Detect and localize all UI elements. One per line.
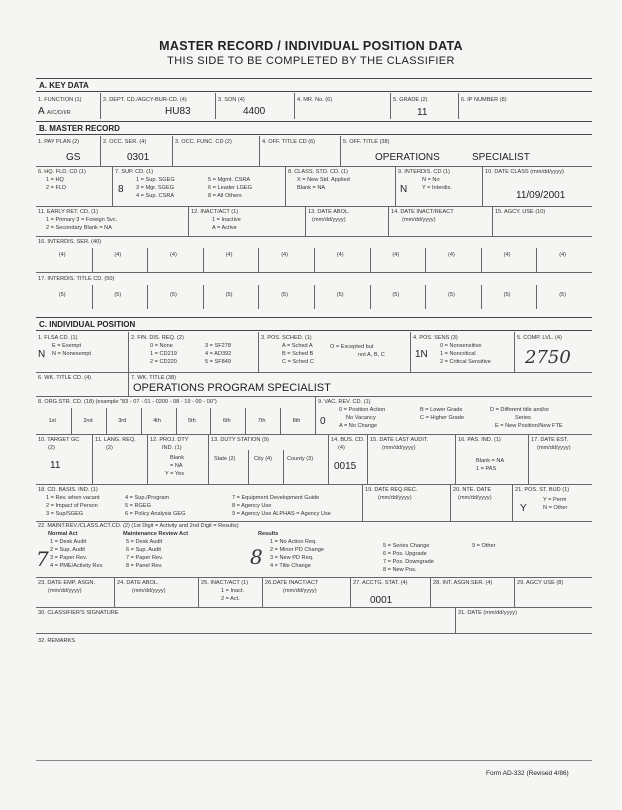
interdis-title-cell-2[interactable]: (5): [114, 292, 122, 298]
vac-rev-option-e: E = New Position/New FTE: [495, 423, 563, 429]
results-option-1: 1 = No Action Req.: [270, 539, 317, 545]
nte-date-format: (mm/dd/yyyy): [458, 495, 492, 501]
date-abol2-label: 24. DATE ABOL.: [117, 580, 159, 586]
pos-st-bud-perm: Y = Perm: [543, 497, 567, 503]
form-subtitle: THIS SIDE TO BE COMPLETED BY THE CLASSIFIER: [167, 55, 455, 67]
interdis-title-cell-4[interactable]: (5): [225, 292, 233, 298]
lang-req-label: 11. LANG. REQ.: [95, 437, 136, 443]
agcy-use2-label: 29. AGCY USE (8): [517, 580, 564, 586]
pos-sched-label: 3. POS. SCHED. (1): [261, 335, 312, 341]
interdis-ser-cell-10[interactable]: (4): [559, 252, 567, 258]
interdis-ser-cell-5[interactable]: (4): [281, 252, 289, 258]
cd-basis-option-1: 1 = Rev. when vacant: [46, 495, 100, 501]
normal-act-value[interactable]: 7: [36, 547, 49, 571]
date-inact-react-label: 26.DATE INACT/ACT: [265, 580, 319, 586]
vac-rev-option-b: B = Lower Grade: [420, 407, 463, 413]
pos-sched-option-o: O = Excepted but: [330, 344, 374, 350]
dept-label: 2. DEPT. CD./AGCY-BUR-CD. (4): [103, 97, 187, 103]
date-abol2-format: (mm/dd/yyyy): [132, 588, 166, 594]
maint-rev-option-8: 8 = Panel Rev.: [126, 563, 163, 569]
cd-basis-option-2: 2 = Impact of Person: [46, 503, 98, 509]
date-inact-format: (mm/dd/yyyy): [402, 217, 436, 223]
sup-cd-label: 7. SUP. CD. (1): [115, 169, 154, 175]
pos-st-bud-label: 21. POS. ST. BUD (1): [515, 487, 570, 493]
interdis-title-cell-5[interactable]: (5): [281, 292, 289, 298]
pos-sched-option-c: C = Sched C: [282, 359, 314, 365]
date-req-rec-label: 19. DATE REQ.REC.: [365, 487, 418, 493]
acctg-stat-label: 27. ACCTG. STAT. (4): [353, 580, 408, 586]
duty-station-label: 13. DUTY STATION (9): [211, 437, 269, 443]
results-option-6: 6 = Pos. Upgrade: [383, 551, 427, 557]
interdis-cd-label: 9. INTERDIS. CD (1): [398, 169, 450, 175]
sup-cd-option-8: 8 = All Others: [208, 193, 242, 199]
maint-rev-heading: Maintenance Review Act: [123, 531, 189, 537]
sup-cd-option-1: 1 = Sup. SGEG: [136, 177, 175, 183]
pos-sched-option-o-2: not A, B, C: [358, 352, 385, 358]
grade-label: 5. GRADE (2): [393, 97, 428, 103]
org-level-3[interactable]: 3rd: [118, 418, 127, 424]
interdis-option-n: N = No: [422, 177, 440, 183]
interdis-title-label: 17. INTERDIS. TITLE CD. (50): [38, 276, 115, 282]
off-title-cd-label: 4. OFF. TITLE CD (6): [262, 139, 316, 145]
interdis-ser-cell-4[interactable]: (4): [225, 252, 233, 258]
fin-dis-option-0: 0 = None: [150, 343, 173, 349]
fin-dis-option-3: 3 = SF278: [205, 343, 231, 349]
early-ret-option-1: 1 = Primary 3 = Foreign Svc.: [46, 217, 118, 223]
fin-dis-option-4: 4 = AD392: [205, 351, 232, 357]
results-option-2: 2 = Minor PD Change: [270, 547, 324, 553]
function-options: A/C/D/I/R: [47, 110, 71, 116]
proj-dty-label: 12. PROJ. DTY: [150, 437, 189, 443]
vac-rev-option-0: 0 = Position Action: [339, 407, 386, 413]
comp-lvl-value[interactable]: 2750: [525, 347, 571, 368]
interdis-ser-cell-3[interactable]: (4): [170, 252, 177, 258]
agcy-use-label: 15. AGCY. USE (10): [495, 209, 546, 215]
inact-act2-option-2: 2 = Act.: [221, 596, 240, 602]
results-option-3: 3 = New PD Req.: [270, 555, 314, 561]
vac-rev-option-c: C = Higher Grade: [420, 415, 464, 421]
interdis-ser-cell-7[interactable]: (4): [392, 252, 400, 258]
bus-cd-size: (4): [338, 445, 345, 451]
occ-ser-value[interactable]: 0301: [127, 152, 150, 163]
pos-sens-option-0: 0 = Nonsensitive: [440, 343, 482, 349]
results-value[interactable]: 8: [250, 545, 263, 569]
results-option-9: 9 = Other: [472, 543, 496, 549]
cd-basis-label: 18. CD. BASIS. IND. (1): [38, 487, 98, 493]
mr-label: 4. MR. No. (6): [297, 97, 333, 103]
target-gc-size: (2): [48, 445, 55, 451]
acctg-stat-value[interactable]: 0001: [370, 595, 393, 606]
pos-sens-option-2: 2 = Critical Sensitive: [440, 359, 491, 365]
wk-title-cd-label: 6. WK. TITLE CD. (4): [38, 375, 92, 381]
date-abol-label: 13. DATE ABOL.: [308, 209, 350, 215]
interdis-ser-cell-8[interactable]: (4): [448, 252, 455, 258]
form-title: MASTER RECORD / INDIVIDUAL POSITION DATA: [159, 39, 463, 53]
date-est-label: 17. DATE EST.: [531, 437, 569, 443]
results-option-4: 4 = Title Change: [270, 563, 311, 569]
pos-sens-option-1: 1 = Noncritical: [440, 351, 476, 357]
bus-cd-value[interactable]: 0015: [334, 461, 357, 472]
date-class-value[interactable]: 11/09/2001: [516, 190, 566, 201]
proj-dty-yes: Y = Yes: [165, 471, 185, 477]
class-std-label: 8. CLASS. STD. CD. (1): [288, 169, 348, 175]
interdis-ser-label: 16. INTERDIS. SER. (40): [38, 239, 102, 245]
proj-dty-na: = NA: [170, 463, 183, 469]
vac-rev-option-0-2: No Vacancy: [346, 415, 376, 421]
flsa-label: 1. FLSA CD. (1): [38, 335, 78, 341]
hq-fld-option-2: 2 = FLD: [46, 185, 67, 191]
org-level-4[interactable]: 4th: [153, 418, 161, 424]
comp-lvl-label: 5. COMP. LVL. (4): [517, 335, 562, 341]
sup-cd-option-5: 5 = Mgmt. CSRA: [208, 177, 251, 183]
inact-option-a: A = Active: [212, 225, 237, 231]
vac-rev-option-a: A = No Change: [339, 423, 378, 429]
fin-dis-label: 2. FIN. DIS. REQ. (2): [131, 335, 184, 341]
inact-act-label: 12. INACT/ACT (1): [191, 209, 239, 215]
pos-sched-option-b: B = Sched B: [282, 351, 314, 357]
int-asgn-label: 28. INT. ASGN.SER. (4): [433, 580, 493, 586]
maint-rev-option-6: 6 = Sup. Audit: [126, 547, 161, 553]
vac-rev-option-d-2: Series: [515, 415, 531, 421]
son-value[interactable]: 4400: [243, 106, 266, 117]
date-abol-format: (mm/dd/yyyy): [312, 217, 346, 223]
remarks-label: 32. REMARKS: [38, 638, 75, 644]
date-last-audit-format: (mm/dd/yyyy): [382, 445, 416, 451]
wk-title-value[interactable]: OPERATIONS PROGRAM SPECIALIST: [133, 382, 331, 394]
sup-cd-value[interactable]: 8: [118, 184, 124, 195]
duty-county: County (3): [287, 456, 314, 462]
vac-rev-value[interactable]: 0: [320, 416, 326, 427]
off-title-label: 5. OFF. TITLE (38): [343, 139, 390, 145]
pay-plan-label: 1. PAY PLAN (2): [38, 139, 80, 145]
wk-title-label: 7. WK. TITLE (38): [131, 375, 176, 381]
flsa-option-n: N = Nonexempt: [52, 351, 92, 357]
interdis-title-cell-10[interactable]: (5): [559, 292, 567, 298]
pas-ind-pas: 1 = PAS: [476, 466, 497, 472]
cd-basis-option-7: 7 = Equipment Development Guide: [232, 495, 320, 501]
inact-act2-label: 25. INACT/ACT (1): [201, 580, 249, 586]
interdis-title-cell-3[interactable]: (5): [170, 292, 177, 298]
dept-value[interactable]: HU83: [165, 106, 191, 117]
org-level-5[interactable]: 5th: [187, 418, 196, 424]
flsa-value[interactable]: N: [38, 349, 46, 360]
normal-act-option-1: 1 = Desk Audit: [50, 539, 87, 545]
org-str-label: 8. ORG.STR. CD. (18) (example "83 - 07 - 01 - 0200 - 08 - 19 - 00 - 00"): [38, 399, 217, 405]
normal-act-option-2: 2 = Sup. Audit: [50, 547, 85, 553]
inact-option-1: 1 = Inactive: [212, 217, 241, 223]
early-ret-label: 11. EARLY RET. CD. (1): [38, 209, 98, 215]
duty-city: City (4): [254, 456, 273, 462]
vac-rev-option-d: D = Different title and/or: [490, 407, 550, 413]
class-std-option-x: X = New Std. Applied: [297, 177, 350, 183]
org-level-8[interactable]: 8th: [292, 418, 301, 424]
sup-cd-option-6: 6 = Leader LGEG: [208, 185, 253, 191]
function-label: 1. FUNCTION (1): [38, 97, 82, 103]
date-est-format: (mm/dd/yyyy): [537, 445, 571, 451]
interdis-ser-cell-9[interactable]: (4): [503, 252, 511, 258]
nte-date-label: 20. NTE. DATE: [453, 487, 492, 493]
pas-ind-blank: Blank = NA: [476, 458, 505, 464]
date-last-audit-label: 15. DATE LAST AUDIT.: [370, 437, 429, 443]
function-value[interactable]: A: [38, 106, 45, 117]
org-level-1[interactable]: 1st: [48, 418, 56, 424]
pos-sens-value[interactable]: 1N: [415, 349, 428, 360]
interdis-option-y: Y = Interdis.: [422, 185, 452, 191]
interdis-cd-value[interactable]: N: [400, 184, 408, 195]
org-level-2[interactable]: 2nd: [83, 418, 93, 424]
pos-st-bud-other: N = Other: [543, 505, 568, 511]
proj-dty-blank: Blank: [170, 455, 184, 461]
normal-act-option-3: 3 = Paper Rev.: [50, 555, 88, 561]
flsa-option-e: E = Exempt: [52, 343, 82, 349]
date-inact-label: 14. DATE INACT/REACT: [391, 209, 454, 215]
interdis-title-cell-7[interactable]: (5): [392, 292, 400, 298]
section-b-header: B. MASTER RECORD: [36, 121, 592, 135]
results-option-7: 7 = Pos. Downgrade: [383, 559, 434, 565]
son-label: 3. SON (4): [218, 97, 245, 103]
fin-dis-option-5: 5 = SF849: [205, 359, 231, 365]
normal-act-heading: Normal Act: [48, 531, 78, 537]
section-a-header: A. KEY DATA: [36, 78, 592, 92]
maint-rev-option-5: 5 = Desk Audit: [126, 539, 163, 545]
off-title-value[interactable]: OPERATIONS: [375, 152, 440, 163]
date-emp-asgn-format: (mm/dd/yyyy): [48, 588, 82, 594]
results-option-8: 8 = New Pos.: [383, 567, 417, 573]
lang-req-size: (2): [106, 445, 113, 451]
maint-label: 22. MAINT.REV./CLASS.ACT.CD. (2) (1st Digit = Activity and 2nd Digit = Results): [38, 523, 239, 529]
class-std-option-blank: Blank = NA: [297, 185, 326, 191]
interdis-ser-cell-6[interactable]: (4): [336, 252, 344, 258]
normal-act-option-4: 4 = PME/Activity Rev.: [50, 563, 104, 569]
cd-basis-option-6: 6 = Policy Analysis GEG: [125, 511, 186, 517]
interdis-title-cell-6[interactable]: (5): [336, 292, 344, 298]
grade-value[interactable]: 11: [417, 107, 428, 118]
interdis-ser-cell-1[interactable]: (4): [58, 252, 66, 258]
vac-rev-label: 9. VAC. REV. CD. (1): [318, 399, 371, 405]
ip-label: 6. IP NUMBER (8): [461, 97, 507, 103]
org-level-6[interactable]: 6th: [222, 418, 231, 424]
inact-act2-option-1: 1 = Inact.: [221, 588, 245, 594]
early-ret-option-2: 2 = Secondary Blank = NA: [46, 225, 112, 231]
pay-plan-value[interactable]: GS: [66, 152, 81, 163]
pas-ind-label: 16. PAS. IND. (1): [458, 437, 501, 443]
org-level-7[interactable]: 7th: [257, 418, 266, 424]
date-class-label: 10. DATE CLASS (mm/dd/yyyy): [485, 169, 564, 175]
sup-cd-option-4: 4 = Sup. CSRA: [136, 193, 175, 199]
cd-basis-option-5: 5 = RGEG: [125, 503, 151, 509]
fin-dis-option-1: 1 = CD219: [150, 351, 177, 357]
fin-dis-option-2: 2 = CD220: [150, 359, 177, 365]
cd-basis-option-3: 3 = Sup/SGEG: [46, 511, 84, 517]
interdis-ser-cell-2[interactable]: (4): [114, 252, 122, 258]
section-c-header: C. INDIVIDUAL POSITION: [36, 317, 592, 331]
classifier-signature-label: 30. CLASSIFIER'S SIGNATURE: [38, 610, 119, 616]
target-gc-value[interactable]: 11: [50, 460, 61, 471]
pos-sens-label: 4. POS. SENS (3): [413, 335, 458, 341]
results-heading: Results: [258, 531, 279, 537]
hq-fld-label: 6. HQ. FLD. CD (1): [38, 169, 86, 175]
date-inact-react-format: (mm/dd/yyyy): [283, 588, 317, 594]
interdis-title-cell-9[interactable]: (5): [503, 292, 511, 298]
date-signed-label: 31. DATE (mm/dd/yyyy): [458, 610, 517, 616]
occ-ser-label: 2. OCC. SER. (4): [103, 139, 147, 145]
off-title-value-2[interactable]: SPECIALIST: [472, 152, 530, 163]
bus-cd-label: 14. BUS. CD.: [331, 437, 365, 443]
form-number: Form AD-332 (Revised 4/86): [486, 770, 569, 777]
interdis-title-cell-8[interactable]: (5): [448, 292, 455, 298]
pos-sched-option-a: A = Sched A: [282, 343, 313, 349]
cd-basis-option-8: 8 = Agency Use: [232, 503, 272, 509]
hq-fld-option-1: 1 = HQ: [46, 177, 64, 183]
date-req-rec-format: (mm/dd/yyyy): [378, 495, 412, 501]
maint-rev-option-7: 7 = Paper Rev.: [126, 555, 164, 561]
pos-st-bud-value[interactable]: Y: [520, 503, 527, 514]
sup-cd-option-3: 3 = Mgr. SGEG: [136, 185, 175, 191]
occ-func-label: 3. OCC. FUNC. CD (2): [175, 139, 232, 145]
target-gc-label: 10. TARGET GC: [38, 437, 80, 443]
date-emp-asgn-label: 23. DATE EMP. ASGN.: [38, 580, 95, 586]
results-option-5: 5 = Series Change: [383, 543, 430, 549]
proj-dty-ind: IND. (1): [162, 445, 182, 451]
cd-basis-option-4: 4 = Sup./Program: [125, 495, 169, 501]
duty-state: State (2): [214, 456, 236, 462]
cd-basis-option-9: 9 = Agency Use ALPHAS = Agency Use: [232, 511, 331, 517]
interdis-title-cell-1[interactable]: (5): [58, 292, 66, 298]
